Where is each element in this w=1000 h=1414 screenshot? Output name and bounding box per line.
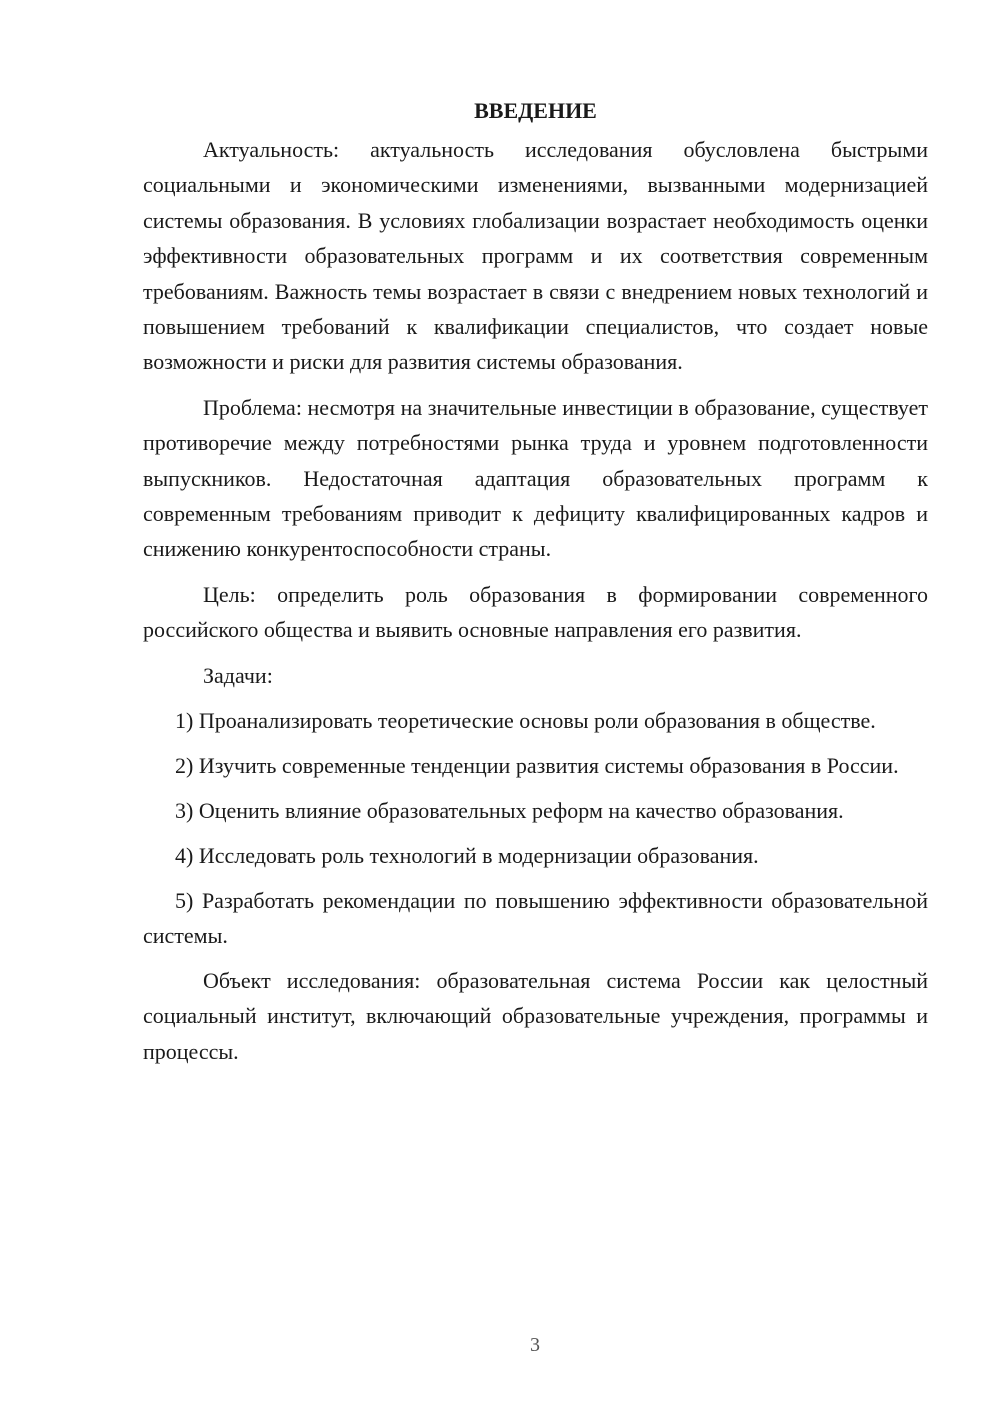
paragraph-relevance: Актуальность: актуальность исследования обусловлена быстрыми социальными и экономическими изменениями, вызванными модернизацией системы образования. В условиях глобализации возрастает необходимость оценки эффективности образовательных программ и их соответствия современным требованиям. Важность темы возрастает в связи с внедрением новых технологий и повышением требований к квалификации специалистов, что создает новые возможности и риски для развития системы образования. xyxy=(143,137,928,375)
task-item: 1) Проанализировать теоретические основы роли образования в обществе. xyxy=(175,707,876,733)
task-item: 2) Изучить современные тенденции развития системы образования в России. xyxy=(175,752,899,778)
document-page xyxy=(143,95,928,1079)
task-item: 5) Разработать рекомендации по повышению эффективности образовательной системы. xyxy=(143,887,928,948)
page-number: 3 xyxy=(530,1334,540,1356)
section-heading: ВВЕДЕНИЕ xyxy=(474,98,597,123)
paragraph-object: Объект исследования: образовательная система России как целостный социальный институт, включающий образовательные учреждения, программы и процессы. xyxy=(143,967,928,1064)
tasks-title: Задачи: xyxy=(203,662,273,688)
paragraph-problem: Проблема: несмотря на значительные инвестиции в образование, существует противоречие между потребностями рынка труда и уровнем подготовленности выпускников. Недостаточная адаптация образовательных программ к современным требованиям приводит к дефициту квалифицированных кадров и снижению конкурентоспособности страны. xyxy=(143,394,928,562)
task-item: 3) Оценить влияние образовательных реформ на качество образования. xyxy=(175,797,844,823)
task-item: 4) Исследовать роль технологий в модернизации образования. xyxy=(175,842,759,868)
tasks-list xyxy=(143,703,928,953)
paragraph-goal: Цель: определить роль образования в формировании современного российского общества и выявить основные направления его развития. xyxy=(143,581,928,643)
